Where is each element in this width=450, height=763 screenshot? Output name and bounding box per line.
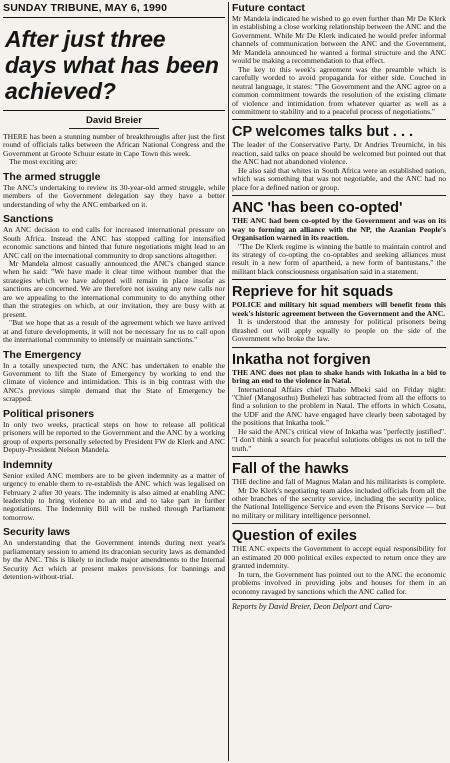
section-rule: [232, 279, 446, 280]
sanctions-paragraph: Mr Mandela almost casually announced the ANC's changed stance when he said: "We have made it clear time without number that the strategies which we have adopted will remain in place insofar as sanctions are concerned. We are therefore not issuing any new calls nor are we appealing to the international community to do anything other than the strategies on which, at our invitation, they are busy with at present.: [3, 258, 225, 319]
future-contact-paragraph: The key to this week's agreement was the preamble which is carefully worded to avoid propaganda for either side. Couched in neutral language, it states: "The Government and the ANC agree on a common commitment towards the resolution of the existing climate of violence and intimidation from whatever quarter as well as a commitment to stability and to a peaceful process of negotiations.": [232, 64, 446, 116]
prisoners-paragraph: In only two weeks, practical steps on how to release all political prisoners will be reported to the Government and the ANC by a working group of experts personally selected by President FW de Klerk and ANC Deputy-President Nelson Mandela.: [3, 419, 225, 455]
inkatha-heading: Inkatha not forgiven: [232, 351, 371, 368]
byline: David Breier: [86, 115, 142, 126]
coopted-paragraph: "The De Klerk regime is winning the battle to maintain control and its strategy of co-opting the co-optables and seeking alliances must result in a new form of apartheid, a new form of bantustans," the militant black consciousness organisation said in a statement.: [232, 241, 446, 276]
section-rule: [232, 195, 446, 196]
future-contact-paragraph: Mr Mandela indicated he wished to go even further than Mr De Klerk in establishing a close working relationship between the ANC and the Government. While Mr De Klerk indicated he would prefer informal channels of communication between the ANC and the Government, Mr Mandela announced he wanted a formal structure and the ANC would be making a recommendation to that effect.: [232, 14, 446, 66]
sanctions-paragraph: An ANC decision to end calls for increased international pressure on South Africa. Instead the ANC has stopped calling for intensified economic sanctions and hinted that future negotiations might lead to an ANC call on the international community to drop sanctions altogether.: [3, 225, 225, 260]
inkatha-lead: THE ANC does not plan to shake hands with Inkatha in a bid to bring an end to the violence in Natal.: [232, 367, 446, 386]
coopted-heading: ANC 'has been co-opted': [232, 200, 403, 217]
security-paragraph: An understanding that the Government intends during next year's parliamentary session to amend its draconian security laws as demanded by the ANC. This is likely to include major amendments to the Internal Security Act which at present makes provisions for bannings and detention-without-trial.: [3, 538, 225, 582]
sanctions-paragraph: "But we hope that as a result of the agreement which we have arrived at and future developments, it will not be necessary for us to call upon the international community to intensify or maintain sanctions.": [3, 318, 225, 345]
cp-paragraph: He also said that whites in South Africa were an established nation, which was something that was not negotiable, and the ANC had no place for a defined nation or group.: [232, 165, 446, 192]
masthead: SUNDAY TRIBUNE, MAY 6, 1990: [3, 2, 225, 18]
emergency-paragraph: In a totally unexpected turn, the ANC has undertaken to enable the Government to lift the State of Emergency by working to end the climate of violence and intimidation. This is in big contrast with the ANC's previous simple demand that the State of Emergency be scrapped.: [3, 360, 225, 404]
armed-struggle-heading: The armed struggle: [3, 170, 101, 183]
byline-rule: [69, 128, 159, 129]
section-rule: [232, 347, 446, 348]
reprieve-lead: POLICE and military hit squad members will benefit from this week's historic agreement between the Government and the ANC.: [232, 300, 446, 318]
section-rule: [232, 119, 446, 120]
right-column: [232, 0, 446, 763]
intro-paragraph: The most exciting are:: [9, 157, 78, 167]
hawks-paragraph: THE decline and fall of Magnus Malan and his militarists is complete.: [232, 477, 446, 487]
exiles-paragraph: THE ANC expects the Government to accept equal responsibility for an estimated 20 000 political exiles expected to return once they are granted indemnity.: [232, 544, 446, 571]
hawks-heading: Fall of the hawks: [232, 461, 349, 478]
indemnity-paragraph: Senior exiled ANC members are to be given indemnity as a matter of urgency to enable them to re-establish the ANC which was legalised on February 2 after 30 years. The indemnity is also aimed at enabling ANC leadership to bring violence to an end and to take part in further negotiations. The Indemnity Bill will be rushed through Parliament tomorrow.: [3, 470, 225, 522]
security-heading: Security laws: [3, 526, 71, 539]
cp-paragraph: The leader of the Conservative Party, Dr Andries Treurnicht, in his reaction, said talks on peace should be welcomed but pointed out that the ANC had not abandoned violence.: [232, 140, 446, 167]
exiles-paragraph: In turn, the Government has pointed out to the ANC the economic problems involved in providing jobs and houses for them in an economy ravaged by sanctions which the ANC called for.: [232, 569, 446, 596]
prisoners-heading: Political prisoners: [3, 407, 95, 420]
future-contact-heading: Future contact: [232, 2, 305, 14]
armed-struggle-paragraph: The ANC's undertaking to review its 30-year-old armed struggle, while members of the Government delegation say they have a better understanding of why the ANC embarked on it.: [3, 182, 225, 209]
section-rule: [232, 523, 446, 524]
intro-paragraph: THERE has been a stunning number of breakthroughs after just the first round of officials talks between the African National Congress and the Government at Groote Schuur estate in Cape Town this week.: [3, 132, 225, 158]
left-column: [3, 0, 225, 763]
hawks-paragraph: Mr De Klerk's negotiating team aides included officials from all the other branches of the security service, including the security police, the National Intelligence Service and even the Prisons Service — but no military or military intelligence personnel.: [232, 485, 446, 520]
indemnity-heading: Indemnity: [3, 458, 53, 471]
headline: After just three days what has been achieved?: [3, 26, 225, 111]
column-divider: [228, 2, 229, 761]
inkatha-paragraph: International Affairs chief Thabo Mbeki said on Friday night: "Chief (Mangosuthu) Buthelezi has subtracted from all the efforts to find a solution to the problem in Natal. The efforts in which Cosatu, the UDF and the ANC have engaged have clearly been sabotaged by the positions that Inkatha took.": [232, 384, 446, 428]
cp-heading: CP welcomes talks but . . .: [232, 124, 414, 141]
reprieve-heading: Reprieve for hit squads: [232, 284, 394, 301]
inkatha-paragraph: He said the ANC's critical view of Inkatha was "perfectly justified". "I don't think a search for peaceful solutions obliges us not to tell the truth.": [232, 426, 446, 453]
coopted-lead: THE ANC had been co-opted by the Government and was on its way to forming an alliance with the NP, the Azanian People's Organisation warned in its reaction.: [232, 216, 446, 243]
reprieve-paragraph: It is understood that the amnesty for political prisoners being thrashed out will apply equally to people on the side of the Government who broke the law.: [232, 317, 446, 344]
report-credits: Reports by David Breier, Deon Delport and Caro-: [232, 599, 446, 611]
sanctions-heading: Sanctions: [3, 213, 54, 226]
exiles-heading: Question of exiles: [232, 528, 357, 545]
emergency-heading: The Emergency: [3, 348, 82, 361]
section-rule: [232, 456, 446, 457]
